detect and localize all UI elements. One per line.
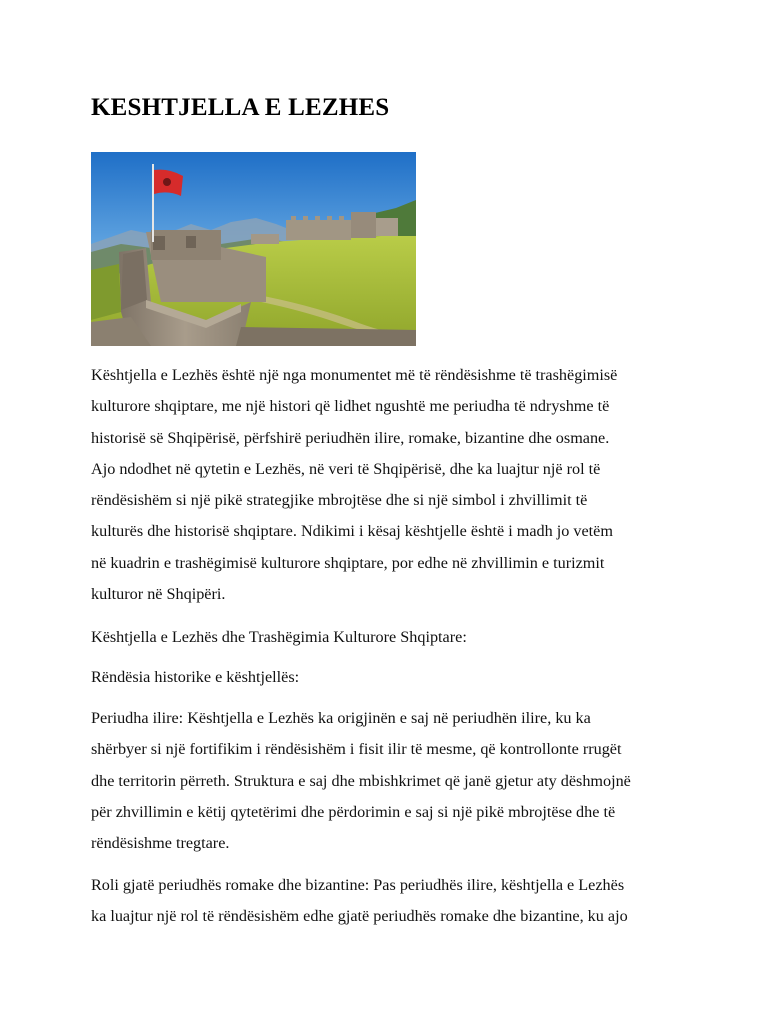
paragraph-text: Kështjella e Lezhës dhe Trashëgimia Kulturore Shqiptare: [91, 628, 467, 646]
paragraph-text: Rëndësia historike e kështjellës: [91, 668, 300, 686]
paragraph-text: Kështjella e Lezhës është një nga monumentet më të rëndësishme të trashëgimisë kulturore shqiptare, me një histori që lidhet ngushtë me periudha të ndryshme të historisë së Shqipërisë, përfshirë periudhën ilire, romake, bizantine dhe osmane. Ajo ndodhet në qytetin e Lezhës, në veri të Shqipërisë, dhe ka luajtur një rol të rëndësishëm si një pikë strategjike mbrojtëse dhe si një simbol i zhvillimit të kulturës dhe historisë shqiptare. Ndikimi i kësaj kështjelle është i madh jo vetëm në kuadrin e trashëgimisë kulturore shqiptare, por edhe në zhvillimin e turizmit kulturor në Shqipëri. [91, 366, 618, 604]
paragraph-text: Roli gjatë periudhës romake dhe bizantine: Pas periudhës ilire, kështjella e Lezhës ka luajtur një rol të rëndësishëm edhe gjatë periudhës romake dhe bizantine, ku ajo [91, 876, 628, 926]
paragraph-intro [91, 360, 691, 610]
page-title: KESHTJELLA E LEZHES [91, 94, 390, 121]
paragraph-text: Periudha ilire: Kështjella e Lezhës ka origjinën e saj në periudhën ilire, ku ka shërbyer si një fortifikim i rëndësishëm i fisit ilir të mesme, që kontrollonte rrugët dhe territorin përreth. Struktura e saj dhe mbishkrimet që janë gjetur aty dëshmojnë për zhvillimin e këtij qytetërimi dhe përdorimin e saj si një pikë mbrojtëse dhe të rëndësishme tregtare. [91, 709, 631, 853]
castle-photo [91, 152, 416, 346]
paragraph-roman-byzantine [91, 870, 691, 933]
paragraph-section-heading [91, 622, 691, 653]
paragraph-subheading [91, 662, 691, 693]
paragraph-illyrian-period [91, 703, 691, 859]
